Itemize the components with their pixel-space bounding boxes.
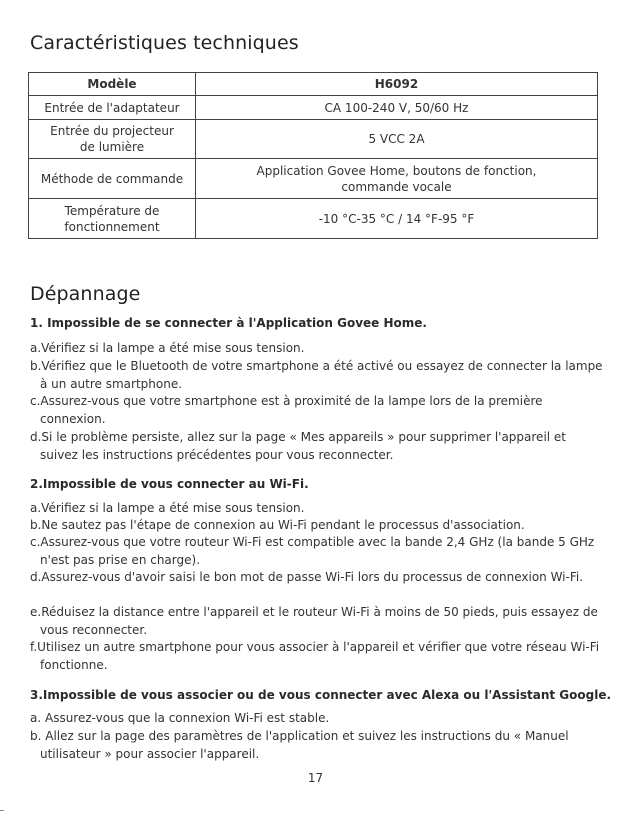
section-heading: 2.Impossible de vous connecter au Wi-Fi.	[30, 477, 309, 491]
table-cell-label: Entrée du projecteur de lumière	[29, 120, 196, 159]
list-item: c.Assurez-vous que votre smartphone est à proximité de la lampe lors de la première connexion.	[30, 394, 543, 426]
table-cell-value: 5 VCC 2A	[196, 120, 598, 159]
table-row	[29, 120, 598, 159]
specs-table	[28, 72, 598, 239]
list-item: e.Réduisez la distance entre l'appareil et le routeur Wi-Fi à moins de 50 pieds, puis essayez de vous reconnecter.	[30, 605, 598, 637]
list-item: d.Assurez-vous d'avoir saisi le bon mot de passe Wi-Fi lors du processus de connexion Wi-Fi.	[30, 570, 584, 584]
page-number: 17	[307, 771, 324, 785]
list-item: f.Utilisez un autre smartphone pour vous associer à l'appareil et vérifier que votre réseau Wi-Fi fonctionne.	[30, 640, 600, 672]
table-row	[29, 199, 598, 239]
section-heading: 3.Impossible de vous associer ou de vous connecter avec Alexa ou l'Assistant Google.	[30, 688, 612, 702]
table-cell-label: Entrée de l'adaptateur	[29, 96, 196, 120]
table-cell-label: Modèle	[29, 73, 196, 96]
list-item: c.Assurez-vous que votre routeur Wi-Fi est compatible avec la bande 2,4 GHz (la bande 5 GHz n'est pas prise en charge).	[30, 535, 595, 567]
table-cell-label: Méthode de commande	[29, 159, 196, 199]
table-cell-label: Température de fonctionnement	[29, 199, 196, 239]
table-row	[29, 73, 598, 96]
corner-mark	[0, 810, 4, 811]
table-cell-value: H6092	[196, 73, 598, 96]
table-row	[29, 159, 598, 199]
list-item: b.Ne sautez pas l'étape de connexion au Wi-Fi pendant le processus d'association.	[30, 518, 525, 532]
table-cell-value: CA 100-240 V, 50/60 Hz	[196, 96, 598, 120]
table-row	[29, 96, 598, 120]
list-item: b. Allez sur la page des paramètres de l'application et suivez les instructions du « Manuel utilisateur » pour associer l'appareil.	[30, 729, 569, 761]
table-cell-value: Application Govee Home, boutons de fonction, commande vocale	[196, 159, 598, 199]
troubleshooting-title: Dépannage	[30, 283, 141, 305]
list-item: a.Vérifiez si la lampe a été mise sous tension.	[30, 501, 305, 515]
list-item: a.Vérifiez si la lampe a été mise sous tension.	[30, 341, 305, 355]
specs-title: Caractéristiques techniques	[30, 32, 299, 54]
list-item: a. Assurez-vous que la connexion Wi-Fi est stable.	[30, 711, 330, 725]
list-item: b.Vérifiez que le Bluetooth de votre smartphone a été activé ou essayez de connecter la lampe à un autre smartphone.	[30, 359, 603, 391]
table-cell-value: -10 °C-35 °C / 14 °F-95 °F	[196, 199, 598, 239]
list-item: d.Si le problème persiste, allez sur la page « Mes appareils » pour supprimer l'appareil et suivez les instructions précédentes pour vous reconnecter.	[30, 430, 567, 462]
section-heading: 1. Impossible de se connecter à l'Application Govee Home.	[30, 316, 427, 330]
